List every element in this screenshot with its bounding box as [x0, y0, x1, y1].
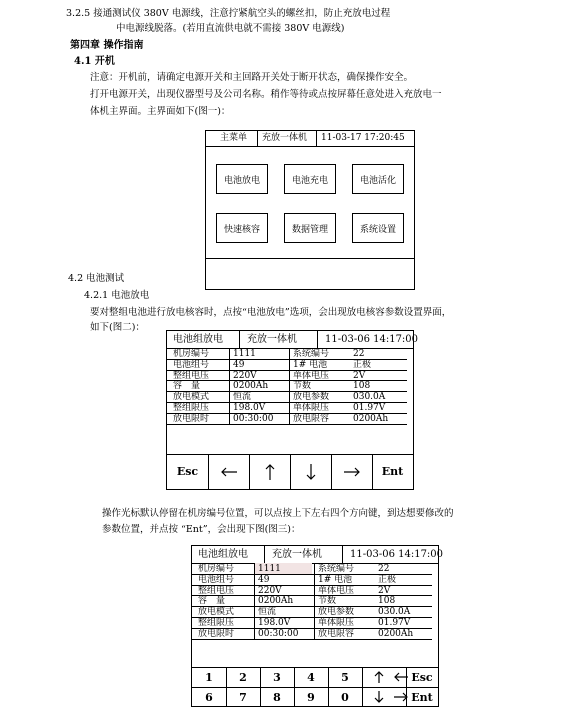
param-label: 电池组号	[173, 359, 210, 370]
param-value2[interactable]: 2V	[353, 370, 366, 381]
param-value2[interactable]: 22	[378, 564, 390, 574]
param-label: 整组限压	[198, 618, 235, 628]
digit-key-2[interactable]: 2	[239, 670, 247, 684]
param-label: 放电限时	[173, 413, 210, 424]
param-label: 电池组号	[198, 574, 235, 585]
digit-key-1[interactable]: 1	[205, 670, 213, 684]
param-label: 机房编号	[173, 349, 210, 359]
data-management-button[interactable]: 数据管理	[284, 213, 336, 243]
digit-key-0[interactable]: 0	[341, 690, 349, 704]
param-value2[interactable]: 0200Ah	[353, 413, 389, 424]
param-value[interactable]: 1111	[258, 564, 281, 574]
esc-key[interactable]: Esc	[411, 670, 433, 684]
right-arrow-key[interactable]	[331, 454, 372, 489]
section-4-2-title: 4.2 电池测试	[68, 273, 125, 284]
fig3-time: 11-03-06 14:17:00	[350, 549, 444, 560]
param-value[interactable]: 49	[258, 574, 270, 585]
figure-3-number-input	[191, 545, 444, 707]
param-label2: 单体限压	[318, 618, 355, 628]
ent-key[interactable]: Ent	[411, 690, 433, 704]
chapter-title: 第四章 操作指南	[70, 40, 144, 51]
fig2-tab-device: 充放一体机	[247, 334, 297, 345]
param-value[interactable]: 恒流	[258, 607, 277, 618]
param-label2: 放电参数	[318, 607, 355, 618]
param-value[interactable]: 恒流	[233, 392, 252, 403]
param-value[interactable]: 00:30:00	[258, 628, 299, 639]
fig1-tab-device: 充放一体机	[262, 133, 308, 143]
param-value[interactable]: 220V	[233, 370, 257, 381]
param-label2: 单体限压	[293, 403, 330, 413]
startup-paragraph-cont: 体机主界面。主界面如下(图一)：	[90, 106, 231, 117]
param-label2: 节数	[318, 596, 337, 607]
param-label2: 1# 电池	[293, 359, 328, 370]
fig2-tab-group-discharge: 电池组放电	[173, 334, 223, 345]
section-4-1-title: 4.1 开机	[74, 56, 115, 67]
param-value2[interactable]: 正极	[378, 574, 397, 585]
ent-key[interactable]: Ent	[381, 465, 404, 478]
down-arrow-key[interactable]	[290, 454, 331, 489]
left-arrow-key[interactable]	[208, 454, 249, 489]
param-label: 放电模式	[198, 607, 235, 618]
fig1-time: 11-03-17 17:20:45	[321, 133, 405, 143]
param-label2: 放电限容	[293, 413, 330, 424]
digit-key-9[interactable]: 9	[307, 690, 315, 704]
battery-activation-button[interactable]: 电池活化	[352, 164, 404, 194]
param-value2[interactable]: 108	[378, 596, 396, 607]
param-label2: 1# 电池	[318, 574, 353, 585]
digit-key-5[interactable]: 5	[341, 670, 349, 684]
cursor-paragraph-cont: 参数位置，并点按 “Ent”，会出现下图(图三)：	[102, 524, 301, 535]
param-label2: 放电参数	[293, 392, 330, 403]
up-arrow-key[interactable]	[249, 454, 290, 489]
digit-key-7[interactable]: 7	[239, 690, 247, 704]
fig1-tab-main-menu: 主菜单	[220, 133, 248, 143]
down-arrow-icon	[374, 690, 384, 704]
up-arrow-icon	[265, 463, 275, 481]
param-value2[interactable]: 正极	[353, 359, 372, 370]
param-value[interactable]: 1111	[233, 349, 256, 359]
param-label: 机房编号	[198, 564, 235, 574]
param-value[interactable]: 198.0V	[258, 618, 291, 628]
param-value[interactable]: 49	[233, 359, 245, 370]
param-label: 整组限压	[173, 403, 210, 413]
battery-charge-button[interactable]: 电池充电	[284, 164, 336, 194]
intro-line-2: 中电源线脱落。(若用直流供电就不需接 380V 电源线)	[116, 23, 345, 34]
up-arrow-icon	[374, 670, 384, 684]
param-label: 放电限时	[198, 628, 235, 639]
startup-paragraph: 打开电源开关，出现仪器型号及公司名称。稍作等待或点按屏幕任意处进入充放电一	[90, 89, 442, 100]
battery-discharge-button[interactable]: 电池放电	[216, 164, 268, 194]
param-label2: 单体电压	[293, 370, 330, 381]
quick-capacity-button[interactable]: 快速核容	[216, 213, 268, 243]
param-value[interactable]: 0200Ah	[233, 381, 269, 392]
param-value[interactable]: 00:30:00	[233, 413, 274, 424]
param-value2[interactable]: 22	[353, 349, 365, 359]
section-4-2-1-title: 4.2.1 电池放电	[84, 290, 150, 301]
right-arrow-icon	[343, 467, 361, 477]
param-value[interactable]: 0200Ah	[258, 596, 294, 607]
param-value2[interactable]: 108	[353, 381, 371, 392]
param-label2: 单体电压	[318, 585, 355, 596]
digit-key-6[interactable]: 6	[205, 690, 213, 704]
param-label2: 节数	[293, 381, 312, 392]
param-value[interactable]: 220V	[258, 585, 282, 596]
param-label: 容 量	[173, 381, 201, 392]
digit-key-3[interactable]: 3	[273, 670, 281, 684]
param-value2[interactable]: 2V	[378, 585, 391, 596]
param-label2: 系统编号	[293, 349, 330, 359]
figure-1-main-menu	[205, 130, 415, 290]
figure-2-discharge-settings	[166, 330, 419, 490]
down-arrow-icon	[306, 463, 316, 481]
param-value2[interactable]: 01.97V	[353, 403, 386, 413]
discharge-paragraph: 要对整组电池进行放电核容时，点按“电池放电”选项，会出现放电核容参数设置界面，	[90, 307, 452, 318]
param-label: 放电模式	[173, 392, 210, 403]
fig3-tab-group-discharge: 电池组放电	[198, 549, 248, 560]
param-label: 整组电压	[173, 370, 210, 381]
param-value2[interactable]: 030.0A	[378, 607, 411, 618]
fig3-tab-device: 充放一体机	[272, 549, 322, 560]
param-value2[interactable]: 0200Ah	[378, 628, 414, 639]
param-value2[interactable]: 01.97V	[378, 618, 411, 628]
param-label: 整组电压	[198, 585, 235, 596]
system-settings-button[interactable]: 系统设置	[352, 213, 404, 243]
left-arrow-icon	[220, 467, 238, 477]
esc-key[interactable]: Esc	[176, 465, 199, 478]
param-label2: 系统编号	[318, 564, 355, 574]
note-paragraph: 注意：开机前，请确定电源开关和主回路开关处于断开状态，确保操作安全。	[90, 72, 414, 83]
digit-key-8[interactable]: 8	[273, 690, 281, 704]
cursor-paragraph: 操作光标默认停留在机房编号位置，可以点按上下左右四个方向键，到达想要修改的	[102, 508, 454, 519]
digit-key-4[interactable]: 4	[307, 670, 315, 684]
param-value[interactable]: 198.0V	[233, 403, 266, 413]
discharge-paragraph-cont: 如下(图二)：	[90, 322, 145, 333]
intro-line-1: 3.2.5 接通测试仪 380V 电源线，注意拧紧航空头的螺丝扣，防止充放电过程	[66, 8, 391, 19]
param-value2[interactable]: 030.0A	[353, 392, 386, 403]
fig2-time: 11-03-06 14:17:00	[325, 334, 419, 345]
param-label: 容 量	[198, 596, 226, 607]
param-label2: 放电限容	[318, 628, 355, 639]
